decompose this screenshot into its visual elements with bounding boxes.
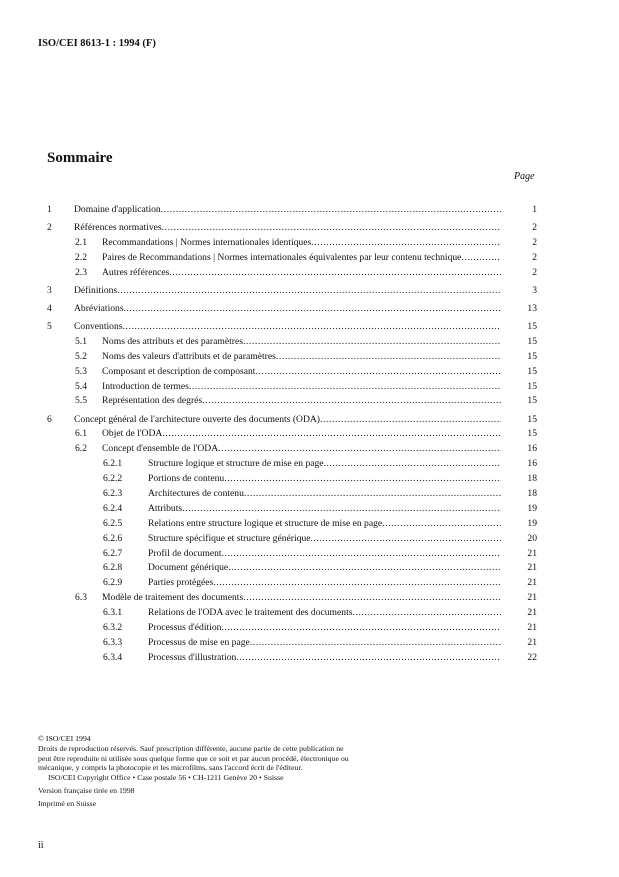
toc-entry xyxy=(0,532,619,547)
toc-entry-number: 6.2.8 xyxy=(103,562,123,574)
toc-entry-title: Portions de contenu xyxy=(148,473,225,485)
page-number: ii xyxy=(38,840,44,851)
toc-entry-title-leader xyxy=(148,487,501,502)
toc-entry-title-leader xyxy=(74,203,501,218)
toc-entry-title: Processus de mise en page xyxy=(148,636,250,648)
toc-entry xyxy=(0,606,619,621)
toc-entry-number: 6.2.1 xyxy=(103,458,123,470)
toc-entry xyxy=(0,547,619,562)
rights-line-3: mécanique, y compris la photocopie et les microfilms, sans l'accord écrit de l'éditeur. xyxy=(38,763,303,773)
dot-leader xyxy=(124,302,501,317)
toc-entry-title-leader xyxy=(148,621,501,636)
dot-leader xyxy=(255,365,501,380)
toc-entry-title: Parties protégées xyxy=(148,577,214,589)
toc-entry-title: Noms des attributs et des paramètres xyxy=(102,335,243,347)
toc-entry-page: 20 xyxy=(527,532,537,544)
dot-leader xyxy=(162,427,501,442)
toc-entry-title: Relations entre structure logique et structure de mise en page xyxy=(148,517,383,529)
copyright-office-address: ISO/CEI Copyright Office • Case postale 56 • CH-1211 Genève 20 • Suisse xyxy=(48,773,284,783)
toc-entry-page: 15 xyxy=(527,335,537,347)
toc-entry-title: Architectures de contenu xyxy=(148,487,244,499)
toc-entry xyxy=(0,502,619,517)
toc-entry xyxy=(0,576,619,591)
toc-entry-number: 6.2.5 xyxy=(103,517,123,529)
toc-entry-title-leader xyxy=(148,576,501,591)
toc-entry-page: 15 xyxy=(527,365,537,377)
dot-leader xyxy=(236,651,501,666)
toc-entry-title-leader xyxy=(148,517,501,532)
toc-entry-title: Concept d'ensemble de l'ODA xyxy=(102,443,219,455)
toc-entry-number: 2.2 xyxy=(75,251,87,263)
toc-entry-page: 15 xyxy=(527,413,537,425)
toc-entry-title-leader xyxy=(148,532,501,547)
dot-leader xyxy=(218,442,501,457)
toc-entry-page: 21 xyxy=(527,547,537,559)
toc-entry-page: 22 xyxy=(527,651,537,663)
toc-entry-page: 15 xyxy=(527,380,537,392)
copyright-footer xyxy=(38,734,398,809)
toc-entry-number: 6.2.6 xyxy=(103,532,123,544)
toc-entry-title: Recommandations | Normes internationales identiques xyxy=(102,236,312,248)
toc-entry-title-leader xyxy=(74,302,501,317)
toc-entry-page: 16 xyxy=(527,458,537,470)
toc-entry-title: Document générique xyxy=(148,562,229,574)
dot-leader xyxy=(117,284,501,299)
toc-entry-number: 1 xyxy=(47,204,52,215)
toc-entry-number: 5.4 xyxy=(75,380,87,392)
toc-entry-number: 5.3 xyxy=(75,365,87,377)
toc-entry-number: 6.2.2 xyxy=(103,473,123,485)
toc-entry-page: 2 xyxy=(532,251,537,263)
toc-entry-title: Structure spécifique et structure générique xyxy=(148,532,311,544)
toc-entry-page: 3 xyxy=(532,284,537,296)
toc-entry xyxy=(0,302,619,317)
dot-leader xyxy=(161,203,501,218)
toc-entry-number: 2.1 xyxy=(75,236,87,248)
edition-version: Version française tirée en 1998 xyxy=(38,785,135,795)
toc-entry-number: 6.2.9 xyxy=(103,577,123,589)
dot-leader xyxy=(250,636,501,651)
toc-entry-number: 6.2 xyxy=(75,443,87,455)
printed-in: Imprimé en Suisse xyxy=(38,798,97,808)
toc-entry-number: 5.5 xyxy=(75,395,87,407)
dot-leader xyxy=(311,236,501,251)
toc-entry-title: Modèle de traitement des documents xyxy=(102,592,244,604)
toc-entry-page: 19 xyxy=(527,502,537,514)
dot-leader xyxy=(123,320,501,335)
toc-entry-title: Relations de l'ODA avec le traitement des documents xyxy=(148,607,353,619)
toc-entry-title: Processus d'illustration xyxy=(148,651,237,663)
dot-leader xyxy=(276,350,501,365)
document-code-header: ISO/CEI 8613-1 : 1994 (F) xyxy=(38,38,156,49)
toc-entry-title: Paires de Recommandations | Normes internationales équivalentes par leur contenu technique xyxy=(102,251,462,263)
dot-leader xyxy=(224,472,501,487)
toc-entry-number: 5.1 xyxy=(75,335,87,347)
toc-entry-page: 1 xyxy=(532,204,537,215)
dot-leader xyxy=(169,266,501,281)
toc-entry-number: 6.3.4 xyxy=(103,651,123,663)
copyright-line: © ISO/CEI 1994 xyxy=(38,734,91,743)
toc-entry-title-leader xyxy=(102,335,501,350)
toc-entry-title-leader xyxy=(74,221,501,236)
toc-entry xyxy=(0,203,619,218)
dot-leader xyxy=(189,380,501,395)
toc-entry xyxy=(0,350,619,365)
dot-leader xyxy=(221,621,501,636)
toc-entry-number: 6.1 xyxy=(75,428,87,440)
toc-entry xyxy=(0,651,619,666)
toc-entry-page: 15 xyxy=(527,320,537,332)
toc-entry-title: Structure logique et structure de mise en page xyxy=(148,458,324,470)
dot-leader xyxy=(382,517,501,532)
toc-entry-title: Composant et description de composant xyxy=(102,365,256,377)
toc-entry-title-leader xyxy=(102,380,501,395)
dot-leader xyxy=(202,394,501,409)
toc-entry-title: Autres références xyxy=(102,266,170,278)
dot-leader xyxy=(243,335,501,350)
toc-entry-title-leader xyxy=(102,442,501,457)
toc-entry-title-leader xyxy=(102,591,501,606)
toc-entry-page: 21 xyxy=(527,562,537,574)
dot-leader xyxy=(324,457,501,472)
toc-entry-title: Introduction de termes xyxy=(102,380,189,392)
toc-entry-number: 6.3.2 xyxy=(103,621,123,633)
toc-entry-page: 18 xyxy=(527,473,537,485)
dot-leader xyxy=(461,251,501,266)
toc-entry-page: 2 xyxy=(532,266,537,278)
toc-entry xyxy=(0,413,619,428)
dot-leader xyxy=(222,547,501,562)
toc-entry xyxy=(0,591,619,606)
toc-entry-number: 2.3 xyxy=(75,266,87,278)
toc-entry-title-leader xyxy=(148,561,501,576)
toc-entry-page: 13 xyxy=(527,302,537,314)
toc-entry-title-leader xyxy=(148,606,501,621)
toc-entry-page: 18 xyxy=(527,487,537,499)
dot-leader xyxy=(311,532,502,547)
toc-entry-title: Abréviations xyxy=(74,302,124,314)
toc-entry-number: 6.3.3 xyxy=(103,636,123,648)
dot-leader xyxy=(352,606,501,621)
toc-entry xyxy=(0,221,619,236)
dot-leader xyxy=(228,561,501,576)
toc-entry-title: Définitions xyxy=(74,284,118,296)
page-column-label: Page xyxy=(514,171,535,182)
table-of-contents xyxy=(0,203,619,666)
toc-entry-title-leader xyxy=(102,394,501,409)
dot-leader xyxy=(213,576,501,591)
toc-entry-number: 6.3.1 xyxy=(103,607,123,619)
toc-entry-title: Processus d'édition xyxy=(148,621,222,633)
toc-entry xyxy=(0,394,619,409)
toc-entry xyxy=(0,320,619,335)
toc-entry-title-leader xyxy=(148,547,501,562)
toc-entry xyxy=(0,284,619,299)
toc-entry-number: 6 xyxy=(47,413,52,425)
toc-entry-number: 6.3 xyxy=(75,592,87,604)
toc-entry-title-leader xyxy=(102,266,501,281)
toc-entry-number: 5 xyxy=(47,320,52,332)
toc-entry xyxy=(0,266,619,281)
toc-entry-title: Domaine d'application xyxy=(74,204,161,215)
toc-entry-page: 15 xyxy=(527,428,537,440)
toc-entry xyxy=(0,236,619,251)
toc-entry-title-leader xyxy=(148,457,501,472)
dot-leader xyxy=(320,413,501,428)
toc-entry-title-leader xyxy=(148,502,501,517)
toc-entry-title: Références normatives xyxy=(74,222,162,234)
toc-entry-title-leader xyxy=(102,350,501,365)
toc-entry xyxy=(0,472,619,487)
toc-entry-page: 21 xyxy=(527,621,537,633)
toc-entry-title: Représentation des degrés xyxy=(102,395,203,407)
toc-entry-title-leader xyxy=(102,251,501,266)
toc-entry xyxy=(0,335,619,350)
toc-entry xyxy=(0,365,619,380)
toc-entry xyxy=(0,380,619,395)
toc-entry-number: 5.2 xyxy=(75,350,87,362)
toc-entry-title: Profil de document xyxy=(148,547,222,559)
toc-entry-title-leader xyxy=(148,472,501,487)
toc-entry-number: 6.2.4 xyxy=(103,502,123,514)
toc-entry-page: 21 xyxy=(527,636,537,648)
toc-entry-number: 3 xyxy=(47,284,52,296)
toc-entry xyxy=(0,487,619,502)
rights-line-2: peut être reproduite ni utilisée sous quelque forme que ce soit et par aucun procédé, électronique ou xyxy=(38,753,349,763)
toc-entry-number: 2 xyxy=(47,222,52,234)
toc-entry-title-leader xyxy=(74,284,501,299)
toc-entry-page: 2 xyxy=(532,222,537,234)
page-title: Sommaire xyxy=(47,150,113,166)
toc-entry xyxy=(0,251,619,266)
toc-entry-title-leader xyxy=(102,236,501,251)
toc-entry xyxy=(0,561,619,576)
toc-entry-page: 2 xyxy=(532,236,537,248)
toc-entry-title: Objet de l'ODA xyxy=(102,428,163,440)
toc-entry-title: Concept général de l'architecture ouverte des documents (ODA) xyxy=(74,413,321,425)
toc-entry-page: 21 xyxy=(527,607,537,619)
toc-entry-title-leader xyxy=(102,365,501,380)
dot-leader xyxy=(182,502,501,517)
toc-entry-page: 16 xyxy=(527,443,537,455)
toc-entry-number: 4 xyxy=(47,302,52,314)
dot-leader xyxy=(162,221,501,236)
toc-entry-page: 21 xyxy=(527,592,537,604)
toc-entry xyxy=(0,636,619,651)
rights-line-1: Droits de reproduction réservés. Sauf prescription différente, aucune partie de cette publication ne xyxy=(38,743,344,753)
toc-entry-number: 6.2.3 xyxy=(103,487,123,499)
toc-entry xyxy=(0,517,619,532)
toc-entry-page: 15 xyxy=(527,350,537,362)
toc-entry-title: Noms des valeurs d'attributs et de paramètres xyxy=(102,350,276,362)
toc-entry xyxy=(0,457,619,472)
toc-entry-number: 6.2.7 xyxy=(103,547,123,559)
toc-entry-page: 21 xyxy=(527,577,537,589)
toc-entry xyxy=(0,621,619,636)
toc-entry-title-leader xyxy=(74,413,501,428)
dot-leader xyxy=(243,591,501,606)
toc-entry-title: Attributs xyxy=(148,502,183,514)
dot-leader xyxy=(244,487,501,502)
toc-entry xyxy=(0,427,619,442)
toc-entry-title-leader xyxy=(148,651,501,666)
toc-entry-title-leader xyxy=(148,636,501,651)
toc-entry-page: 15 xyxy=(527,395,537,407)
toc-entry-page: 19 xyxy=(527,517,537,529)
toc-entry-title-leader xyxy=(74,320,501,335)
toc-entry-title-leader xyxy=(102,427,501,442)
toc-entry xyxy=(0,442,619,457)
toc-entry-title: Conventions xyxy=(74,320,123,332)
